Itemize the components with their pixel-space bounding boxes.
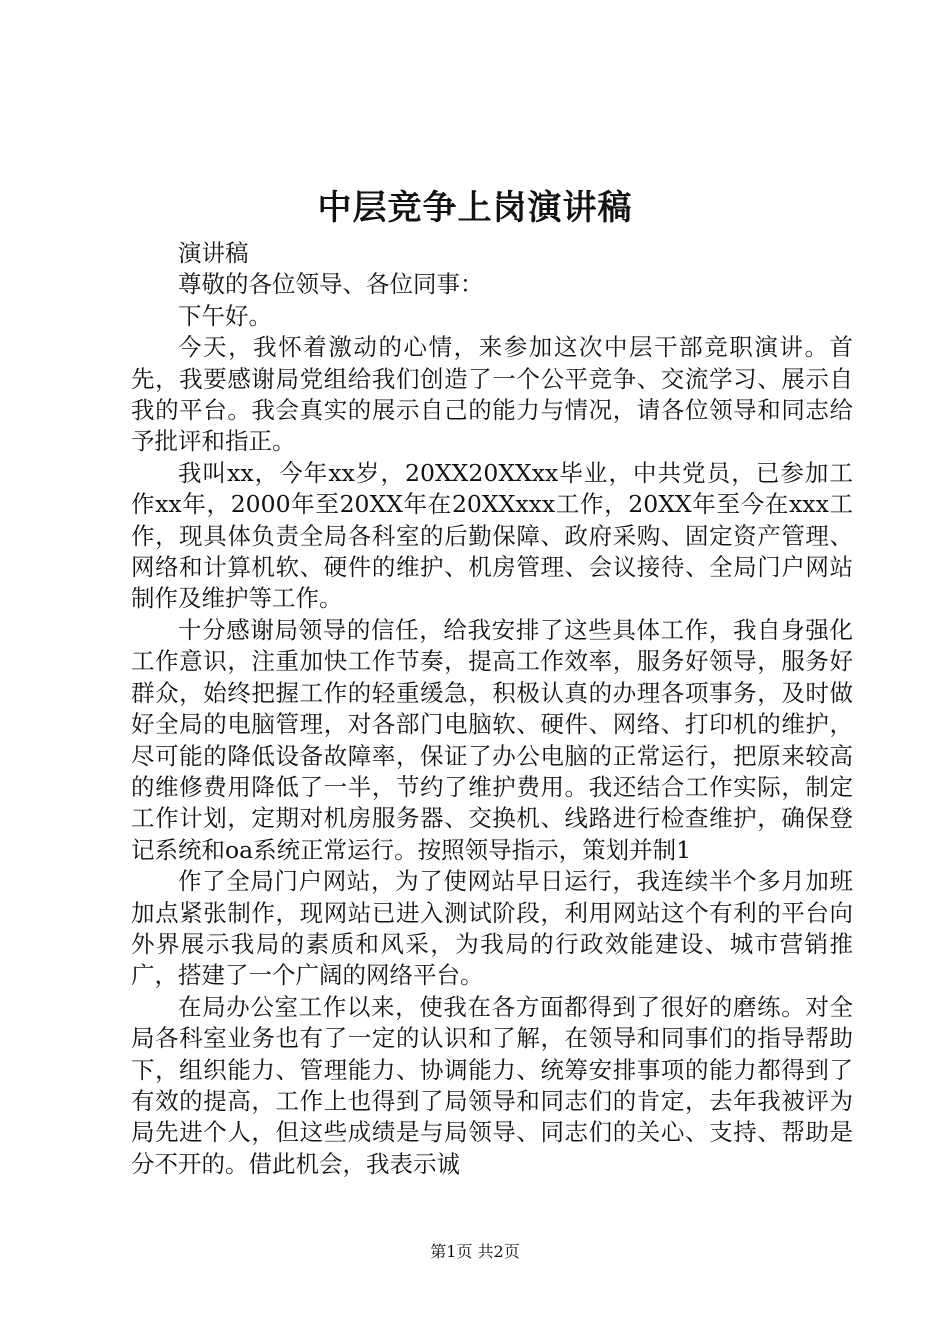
paragraph-website: 作了全局门户网站，为了使网站早日运行，我连续半个多月加班加点紧张制作，现网站已进入测试阶段，利用网站这个有利的平台向外界展示我局的素质和风采，为我局的行政效能建设、城市营销推广，搭建了一个广阔的网络平台。 xyxy=(131,867,853,990)
paragraph-work-summary: 十分感谢局领导的信任，给我安排了这些具体工作，我自身强化工作意识，注重加快工作节奏，提高工作效率，服务好领导，服务好群众，始终把握工作的轻重缓急，积极认真的办理各项事务，及时做好全局的电脑管理，对各部门电脑软、硬件、网络、打印机的维护，尽可能的降低设备故障率，保证了办公电脑的正常运行，把原来较高的维修费用降低了一半，节约了维护费用。我还结合工作实际，制定工作计划，定期对机房服务器、交换机、线路进行检查维护，确保登记系统和oa系统正常运行。按照领导指示，策划并制1 xyxy=(131,615,853,864)
document-body xyxy=(131,238,853,1180)
paragraph-salutation: 尊敬的各位领导、各位同事： xyxy=(178,270,484,299)
paragraph-self-introduction: 我叫xx，今年xx岁，20XX20XXxx毕业，中共党员，已参加工作xx年，2000年至20XX年在20XXxxx工作，20XX年至今在xxx工作，现具体负责全局各科室的后勤保障、政府采购、固定资产管理、网络和计算机软、硬件的维护、机房管理、会议接待、全局门户网站制作及维护等工作。 xyxy=(131,458,853,613)
paragraph-label: 演讲稿 xyxy=(178,239,249,267)
page-number-footer: 第1页 共2页 xyxy=(430,1242,520,1261)
document-title: 中层竞争上岗演讲稿 xyxy=(317,188,633,228)
paragraph-experience: 在局办公室工作以来，使我在各方面都得到了很好的磨练。对全局各科室业务也有了一定的认识和了解，在领导和同事们的指导帮助下，组织能力、管理能力、协调能力、统筹安排事项的能力都得到了有效的提高，工作上也得到了局领导和同志们的肯定，去年我被评为局先进个人，但这些成绩是与局领导、同志们的关心、支持、帮助是分不开的。借此机会，我表示诚 xyxy=(131,992,853,1178)
paragraph-intro: 今天，我怀着激动的心情，来参加这次中层干部竞职演讲。首先，我要感谢局党组给我们创造了一个公平竞争、交流学习、展示自我的平台。我会真实的展示自己的能力与情况，请各位领导和同志给予批评和指正。 xyxy=(131,333,853,456)
paragraph-greeting: 下午好。 xyxy=(178,301,272,330)
